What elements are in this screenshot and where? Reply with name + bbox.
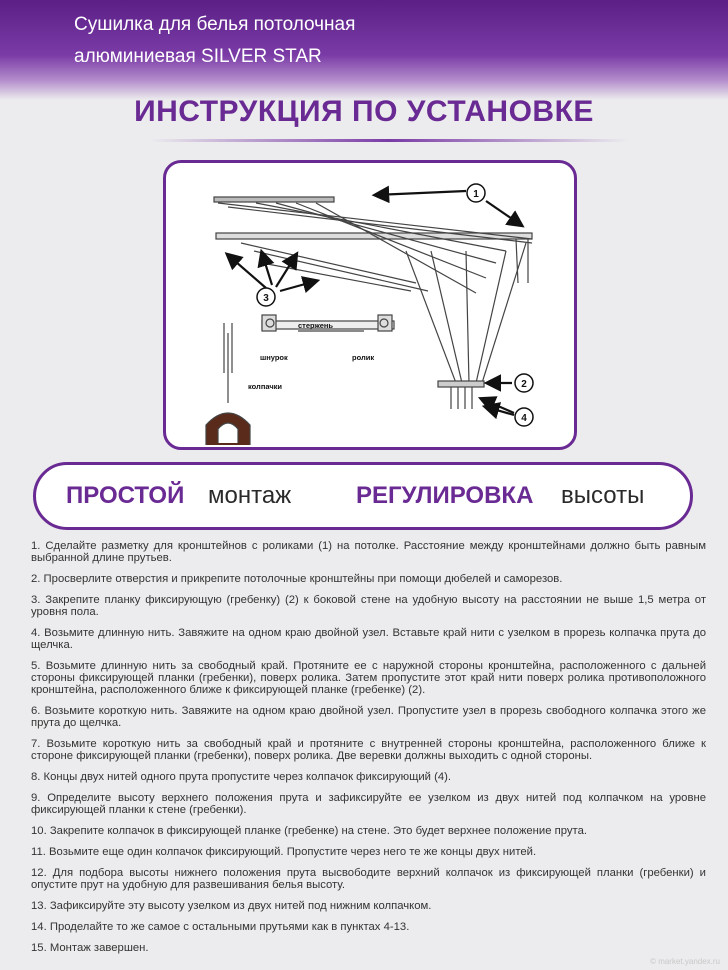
label-cord: шнурок xyxy=(260,353,288,362)
step-1: 1. Сделайте разметку для кронштейнов с роликами (1) на потолке. Расстояние между кронштейнами должно быть равным выбранной длине прутьев. xyxy=(31,540,706,564)
step-9: 9. Определите высоту верхнего положения прута и зафиксируйте ее узелком из двух нитей под колпачком на уровне фиксирующей планки к стене (гребенки). xyxy=(31,792,706,816)
step-2: 2. Просверлите отверстия и прикрепите потолочные кронштейны при помощи дюбелей и саморезов. xyxy=(31,573,563,585)
watermark: © market.yandex.ru xyxy=(650,957,720,966)
product-title-line1: Сушилка для белья потолочная xyxy=(74,14,356,35)
callout-2: 2 xyxy=(521,379,527,390)
feature-banner xyxy=(33,462,693,530)
step-3: 3. Закрепите планку фиксирующую (гребенку) (2) к боковой стене на удобную высоту на расстоянии не выше 1,5 метра от уровня пола. xyxy=(31,594,706,618)
simple-normal: монтаж xyxy=(208,482,292,509)
step-6: 6. Возьмите короткую нить. Завяжите на одном краю двойной узел. Пропустите узел в прорезь свободного колпачка этого же прута до щелчка. xyxy=(31,705,706,729)
callout-circles xyxy=(257,184,533,426)
product-title-line2: алюминиевая SILVER STAR xyxy=(74,46,322,67)
adjust-normal: высоты xyxy=(561,482,645,509)
label-roller: ролик xyxy=(352,353,375,362)
callout-4: 4 xyxy=(521,413,527,424)
installation-diagram xyxy=(163,160,577,450)
simple-bold: ПРОСТОЙ xyxy=(66,482,185,509)
title-underline xyxy=(150,139,628,142)
label-rod: стержень xyxy=(298,321,334,330)
step-10: 10. Закрепите колпачок в фиксирующей планке (гребенке) на стене. Это будет верхнее положение прута. xyxy=(31,825,588,837)
step-15: 15. Монтаж завершен. xyxy=(31,942,149,954)
instruction-steps xyxy=(31,540,706,963)
callout-3: 3 xyxy=(263,293,269,304)
step-7: 7. Возьмите короткую нить за свободный край и протяните с внутренней стороны кронштейна, расположенного ближе к стороне фиксирующей планки (гребенки), поверх ролика. Две веревки должны выходить с одной стороны. xyxy=(31,738,706,762)
step-4: 4. Возьмите длинную нить. Завяжите на одном краю двойной узел. Вставьте край нити с узелком в прорезь колпачка прута до щелчка. xyxy=(31,627,706,651)
adjust-bold: РЕГУЛИРОВКА xyxy=(356,482,534,509)
step-13: 13. Зафиксируйте эту высоту узелком из двух нитей под нижним колпачком. xyxy=(31,900,432,912)
callout-1: 1 xyxy=(473,189,479,200)
step-12: 12. Для подбора высоты нижнего положения прута высвободите верхний колпачок из фиксирующей планки (гребенки) и опустите прут на удобную для развешивания белья высоту. xyxy=(31,867,706,891)
diagram-drawing xyxy=(166,163,574,447)
step-8: 8. Концы двух нитей одного прута пропустите через колпачок фиксирующий (4). xyxy=(31,771,452,783)
step-14: 14. Проделайте то же самое с остальными прутьями как в пунктах 4-13. xyxy=(31,921,410,933)
step-11: 11. Возьмите еще один колпачок фиксирующий. Пропустите через него те же концы двух нитей. xyxy=(31,846,537,858)
page-title: ИНСТРУКЦИЯ ПО УСТАНОВКЕ xyxy=(134,95,594,128)
dryer-frame xyxy=(206,197,532,445)
step-5: 5. Возьмите длинную нить за свободный край. Протяните ее с наружной стороны кронштейна, расположенного с дальней стороны фиксирующей планки (гребенки), поверх ролика. Затем пропустите этот край нити поверх ролика противоположного кронштейна, расположенного ближе к фиксирующей планке (гребенке) (2). xyxy=(31,660,706,696)
label-caps: колпачки xyxy=(248,382,283,391)
header-banner xyxy=(0,0,728,100)
